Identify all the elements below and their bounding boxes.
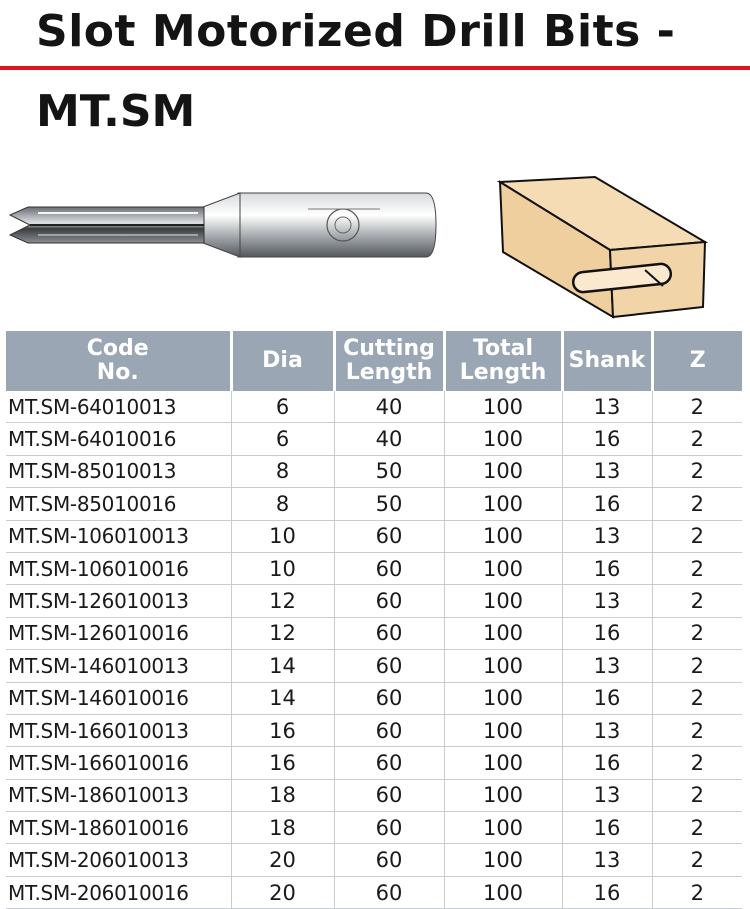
- table-row: [6, 812, 742, 844]
- cell-dia: 14: [231, 682, 334, 714]
- cell-total-length: 100: [444, 391, 562, 423]
- cell-code: MT.SM-206010013: [6, 844, 231, 876]
- cell-z: 2: [652, 650, 742, 682]
- cell-total-length: 100: [444, 585, 562, 617]
- cell-code: MT.SM-126010016: [6, 617, 231, 649]
- cell-z: 2: [652, 617, 742, 649]
- cell-dia: 12: [231, 585, 334, 617]
- cell-z: 2: [652, 779, 742, 811]
- cell-dia: 8: [231, 455, 334, 487]
- cell-z: 2: [652, 391, 742, 423]
- cell-shank: 13: [562, 650, 652, 682]
- cell-cutting-length: 60: [334, 779, 444, 811]
- cell-dia: 10: [231, 552, 334, 584]
- cell-total-length: 100: [444, 812, 562, 844]
- cell-cutting-length: 60: [334, 844, 444, 876]
- cell-code: MT.SM-106010013: [6, 520, 231, 552]
- cell-total-length: 100: [444, 617, 562, 649]
- cell-z: 2: [652, 812, 742, 844]
- cell-total-length: 100: [444, 552, 562, 584]
- cell-cutting-length: 50: [334, 488, 444, 520]
- cell-total-length: 100: [444, 520, 562, 552]
- spec-table: [6, 331, 742, 909]
- table-row: [6, 682, 742, 714]
- cell-z: 2: [652, 552, 742, 584]
- cell-dia: 8: [231, 488, 334, 520]
- cell-code: MT.SM-85010016: [6, 488, 231, 520]
- table-row: [6, 488, 742, 520]
- cell-cutting-length: 60: [334, 552, 444, 584]
- page-title: Slot Motorized Drill Bits -: [36, 6, 676, 57]
- cell-cutting-length: 60: [334, 714, 444, 746]
- column-header-code: Code No.: [6, 331, 231, 391]
- cell-total-length: 100: [444, 876, 562, 908]
- column-header-z: Z: [652, 331, 742, 391]
- table-row: [6, 520, 742, 552]
- cell-shank: 13: [562, 520, 652, 552]
- cell-shank: 13: [562, 585, 652, 617]
- table-row: [6, 552, 742, 584]
- table-row: [6, 844, 742, 876]
- cell-z: 2: [652, 585, 742, 617]
- cell-cutting-length: 60: [334, 650, 444, 682]
- table-row: [6, 876, 742, 908]
- cell-cutting-length: 40: [334, 391, 444, 423]
- drill-bit-image: [8, 185, 438, 265]
- workpiece-image: [495, 172, 710, 322]
- cell-cutting-length: 60: [334, 682, 444, 714]
- cell-shank: 16: [562, 488, 652, 520]
- table-row: [6, 585, 742, 617]
- cell-code: MT.SM-166010016: [6, 747, 231, 779]
- cell-total-length: 100: [444, 844, 562, 876]
- cell-z: 2: [652, 455, 742, 487]
- spec-table-body: [6, 391, 742, 909]
- cell-shank: 13: [562, 714, 652, 746]
- cell-dia: 12: [231, 617, 334, 649]
- cell-code: MT.SM-64010013: [6, 391, 231, 423]
- cell-total-length: 100: [444, 455, 562, 487]
- cell-code: MT.SM-146010013: [6, 650, 231, 682]
- cell-cutting-length: 60: [334, 747, 444, 779]
- cell-code: MT.SM-146010016: [6, 682, 231, 714]
- column-header-cutting-length: Cutting Length: [334, 331, 444, 391]
- cell-z: 2: [652, 747, 742, 779]
- table-row: [6, 391, 742, 423]
- table-header-row: [6, 331, 742, 391]
- cell-code: MT.SM-126010013: [6, 585, 231, 617]
- cell-code: MT.SM-85010013: [6, 455, 231, 487]
- cell-z: 2: [652, 844, 742, 876]
- cell-code: MT.SM-186010016: [6, 812, 231, 844]
- cell-total-length: 100: [444, 714, 562, 746]
- cell-dia: 16: [231, 747, 334, 779]
- cell-code: MT.SM-186010013: [6, 779, 231, 811]
- cell-z: 2: [652, 488, 742, 520]
- cell-shank: 16: [562, 617, 652, 649]
- cell-code: MT.SM-206010016: [6, 876, 231, 908]
- cell-dia: 16: [231, 714, 334, 746]
- cell-dia: 6: [231, 391, 334, 423]
- cell-shank: 13: [562, 391, 652, 423]
- cell-dia: 18: [231, 812, 334, 844]
- cell-shank: 16: [562, 812, 652, 844]
- cell-shank: 16: [562, 876, 652, 908]
- cell-dia: 18: [231, 779, 334, 811]
- table-row: [6, 423, 742, 455]
- cell-cutting-length: 60: [334, 520, 444, 552]
- table-row: [6, 714, 742, 746]
- cell-code: MT.SM-106010016: [6, 552, 231, 584]
- cell-total-length: 100: [444, 682, 562, 714]
- cell-dia: 20: [231, 844, 334, 876]
- cell-total-length: 100: [444, 488, 562, 520]
- table-row: [6, 617, 742, 649]
- cell-dia: 14: [231, 650, 334, 682]
- cell-shank: 16: [562, 747, 652, 779]
- cell-total-length: 100: [444, 650, 562, 682]
- cell-cutting-length: 60: [334, 812, 444, 844]
- column-header-total-length: Total Length: [444, 331, 562, 391]
- table-row: [6, 779, 742, 811]
- cell-shank: 13: [562, 455, 652, 487]
- cell-total-length: 100: [444, 747, 562, 779]
- cell-shank: 13: [562, 844, 652, 876]
- table-row: [6, 455, 742, 487]
- cell-dia: 6: [231, 423, 334, 455]
- cell-code: MT.SM-166010013: [6, 714, 231, 746]
- cell-dia: 20: [231, 876, 334, 908]
- cell-shank: 16: [562, 552, 652, 584]
- cell-total-length: 100: [444, 779, 562, 811]
- cell-total-length: 100: [444, 423, 562, 455]
- table-row: [6, 747, 742, 779]
- cell-dia: 10: [231, 520, 334, 552]
- column-header-dia: Dia: [231, 331, 334, 391]
- title-divider: [0, 66, 750, 70]
- cell-cutting-length: 60: [334, 585, 444, 617]
- product-series: MT.SM: [36, 86, 196, 137]
- cell-cutting-length: 50: [334, 455, 444, 487]
- cell-cutting-length: 60: [334, 876, 444, 908]
- cell-z: 2: [652, 714, 742, 746]
- cell-shank: 13: [562, 779, 652, 811]
- cell-z: 2: [652, 423, 742, 455]
- cell-z: 2: [652, 520, 742, 552]
- column-header-shank: Shank: [562, 331, 652, 391]
- cell-shank: 16: [562, 682, 652, 714]
- cell-z: 2: [652, 876, 742, 908]
- cell-shank: 16: [562, 423, 652, 455]
- cell-cutting-length: 40: [334, 423, 444, 455]
- table-row: [6, 650, 742, 682]
- cell-cutting-length: 60: [334, 617, 444, 649]
- cell-z: 2: [652, 682, 742, 714]
- cell-code: MT.SM-64010016: [6, 423, 231, 455]
